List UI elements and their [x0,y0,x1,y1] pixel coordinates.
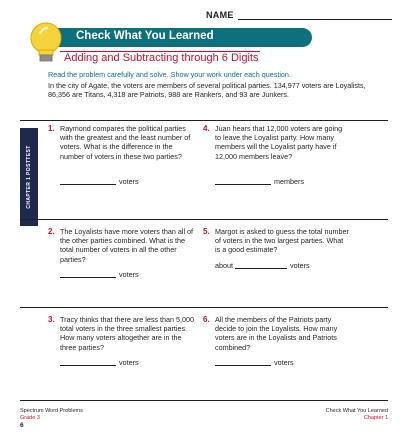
answer-blank[interactable] [60,184,116,185]
question-number: 1. [48,124,55,133]
answer-blank[interactable] [215,184,271,185]
answer-unit: members [274,177,304,186]
name-row [206,10,392,24]
name-label: NAME [206,10,234,20]
answer-line [215,261,310,270]
answer-blank[interactable] [235,268,287,269]
section-title: Check What You Learned [325,408,388,414]
answer-prefix: about [215,261,233,270]
answer-unit: voters [119,270,139,279]
grade-label: Grade 3 [20,415,40,421]
page-number: 6 [20,422,24,429]
divider [20,219,388,220]
chapter-sidebar-tab [20,128,38,226]
divider [20,120,388,121]
question-number: 2. [48,227,55,236]
divider [20,400,388,401]
book-title: Spectrum Word Problems [20,408,83,414]
question-text: Margot is asked to guess the total number of voters in the two largest parties. What is a good estimate? [215,227,349,255]
instructions: Read the problem carefully and solve. Show your work under each question. [48,70,291,79]
sidebar-label: CHAPTER 1 POSTTEST [26,145,32,209]
question-text: Juan hears that 12,000 voters are going to leave the Loyalist party. How many members will the Loyalist party have if 12,000 members leave? [215,124,343,161]
question-number: 3. [48,315,55,324]
footer-right [326,408,388,422]
question-text: Raymond compares the political parties with the greatest and the least number of voters. What is the difference in the number of voters in these two parties? [60,124,191,161]
intro-paragraph: In the city of Agate, the voters are members of several political parties. 134,977 voters are Loyalists, 86,356 are Titans, 4,318 are Patriots, 988 are Rankers, and 93 are Junkers. [48,81,366,100]
question-text: The Loyalists have more voters than all of the other parties combined. What is the total number of voters in all the other parties? [60,227,194,264]
answer-unit: voters [119,177,139,186]
footer-left [20,408,83,429]
divider [20,307,388,308]
name-field-line[interactable] [238,19,392,20]
answer-line [60,358,139,367]
answer-line [60,270,139,279]
question-number: 5. [203,227,210,236]
answer-line [215,177,304,186]
question-text: All the members of the Patriots party decide to join the Loyalists. How many voters are in the Loyalists and Patriots combined? [215,315,338,352]
answer-unit: voters [290,261,310,270]
answer-blank[interactable] [60,277,116,278]
question-number: 4. [203,124,210,133]
banner-title: Check What You Learned [76,30,214,42]
section-subtitle: Adding and Subtracting through 6 Digits [64,52,259,64]
answer-line [60,177,139,186]
answer-unit: voters [274,358,294,367]
title-banner [52,28,312,47]
question-number: 6. [203,315,210,324]
answer-blank[interactable] [60,365,116,366]
answer-line [215,358,294,367]
answer-unit: voters [119,358,139,367]
question-text: Tracy thinks that there are less than 5,000 total voters in the three smallest parties. How many voters altogether are in the three parties? [60,315,194,352]
answer-blank[interactable] [215,365,271,366]
chapter-label: Chapter 1 [363,415,388,421]
